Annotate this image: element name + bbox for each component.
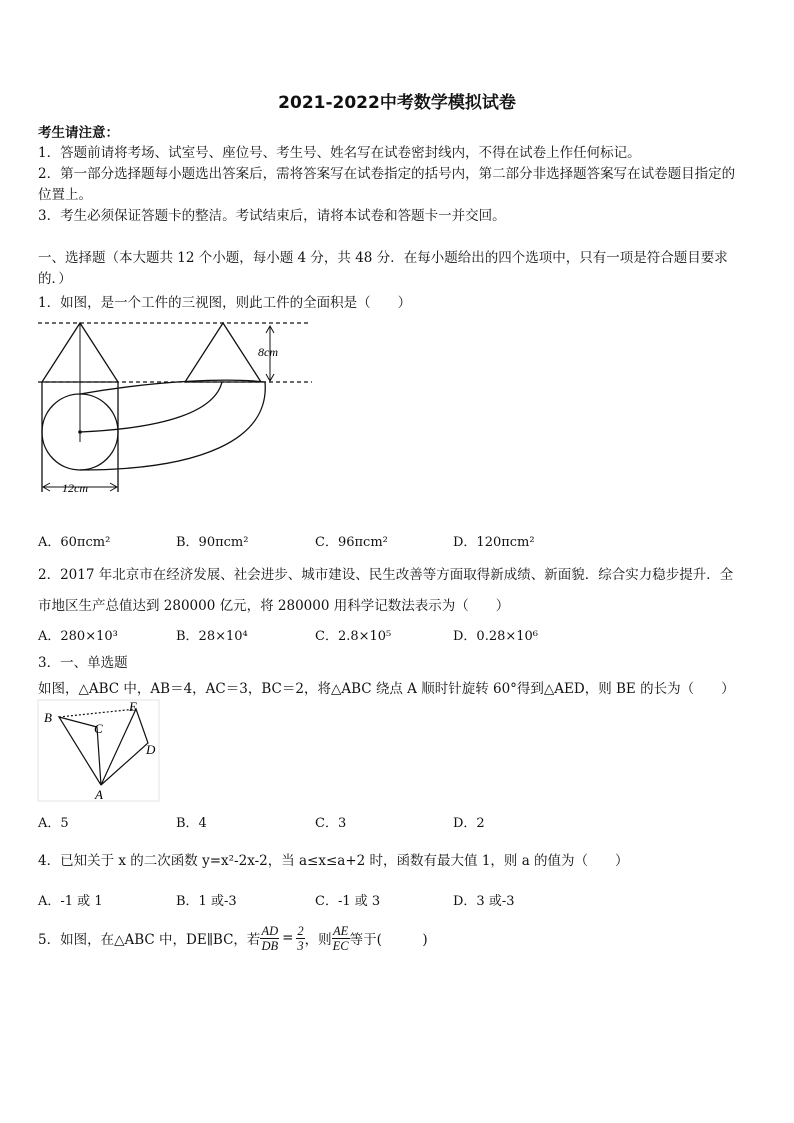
- q1-option-d: D．120πcm²: [453, 535, 535, 550]
- question-2-text-cont: 市地区生产总值达到 280000 亿元，将 280000 用科学记数法表示为（ ）: [38, 598, 510, 614]
- label-d: D: [146, 742, 156, 757]
- height-label: 8cm: [258, 345, 278, 359]
- q4-option-b: B．1 或-3: [176, 894, 237, 909]
- section-heading-cont: 的．）: [38, 271, 72, 287]
- page-title: 2021-2022中考数学模拟试卷: [278, 93, 516, 113]
- q5-middle: ，则: [304, 932, 332, 948]
- q5-prefix: 5．如图，在△ABC 中，DE∥BC，若: [38, 932, 261, 948]
- q3-option-c: C．3: [315, 816, 347, 831]
- label-e: E: [129, 699, 137, 714]
- fraction-3-denominator: 3: [297, 938, 304, 953]
- side-view-triangle: [185, 323, 261, 382]
- label-c: C: [94, 721, 103, 736]
- q3-option-a: A．5: [38, 816, 69, 831]
- notice-item-2-cont: 位置上。: [38, 187, 92, 203]
- fraction-ad-db: [260, 924, 279, 953]
- segment-be: [59, 709, 136, 717]
- q1-option-c: C．96πcm²: [315, 535, 388, 550]
- q5-suffix: 等于( ): [349, 932, 428, 948]
- q2-option-c: C．2.8×10⁵: [315, 629, 392, 644]
- outer-curve: [80, 380, 265, 470]
- fraction-db-denominator: DB: [261, 938, 279, 953]
- question-5-text: [38, 920, 428, 956]
- q2-option-b: B．28×10⁴: [176, 629, 248, 644]
- fraction-ec-denominator: EC: [332, 938, 349, 953]
- q4-option-d: D．3 或-3: [453, 894, 515, 909]
- q3-option-b: B．4: [176, 816, 207, 831]
- question-3-header: 3．一、单选题: [38, 655, 128, 671]
- notice-item-1: 1．答题前请将考场、试室号、座位号、考生号、姓名写在试卷密封线内，不得在试卷上作任何标记。: [38, 145, 641, 161]
- notice-item-3: 3．考生必须保证答题卡的整洁。考试结束后，请将本试卷和答题卡一并交回。: [38, 208, 506, 224]
- fraction-ae-ec: [332, 924, 350, 953]
- notice-heading: 考生请注意：: [38, 125, 119, 141]
- question-4-text: 4．已知关于 x 的二次函数 y=x²-2x-2，当 a≤x≤a+2 时，函数有最大值 1，则 a 的值为（ ）: [38, 853, 629, 869]
- q4-option-a: A．-1 或 1: [38, 894, 103, 909]
- inner-curve: [80, 382, 222, 432]
- q2-option-a: A．280×10³: [38, 629, 118, 644]
- notice-item-2: 2．第一部分选择题每小题选出答案后，需将答案写在试卷指定的括号内，第二部分非选择题答案写在试卷题目指定的: [38, 166, 736, 182]
- fraction-2-numerator: 2: [297, 923, 304, 938]
- section-heading: 一、选择题（本大题共 12 个小题，每小题 4 分，共 48 分．在每小题给出的四个选项中，只有一项是符合题目要求: [38, 250, 728, 266]
- circle-center-dot: [78, 430, 82, 434]
- fraction-ad-numerator: AD: [261, 923, 279, 938]
- question-2-text: 2．2017 年北京市在经济发展、社会进步、城市建设、民生改善等方面取得新成绩、新面貌．综合实力稳步提升．全: [38, 567, 734, 583]
- q4-option-c: C．-1 或 3: [315, 894, 381, 909]
- question-3-text: 如图，△ABC 中，AB＝4，AC＝3，BC＝2，将△ABC 绕点 A 顺时针旋转 60°得到△AED，则 BE 的长为（ ）: [38, 681, 735, 697]
- q1-option-a: A．60πcm²: [38, 535, 111, 550]
- q1-option-b: B．90πcm²: [176, 535, 249, 550]
- q2-option-d: D．0.28×10⁶: [453, 629, 539, 644]
- fraction-two-thirds: [296, 924, 304, 953]
- triangle-aed: [101, 709, 148, 785]
- q5-equals: =: [282, 930, 294, 946]
- label-b: B: [44, 710, 52, 725]
- q3-option-d: D．2: [453, 816, 485, 831]
- label-a: A: [95, 787, 103, 802]
- fraction-ae-numerator: AE: [333, 923, 349, 938]
- width-label: 12cm: [62, 481, 88, 495]
- question-1-text: 1．如图，是一个工件的三视图，则此工件的全面积是（ ）: [38, 295, 412, 311]
